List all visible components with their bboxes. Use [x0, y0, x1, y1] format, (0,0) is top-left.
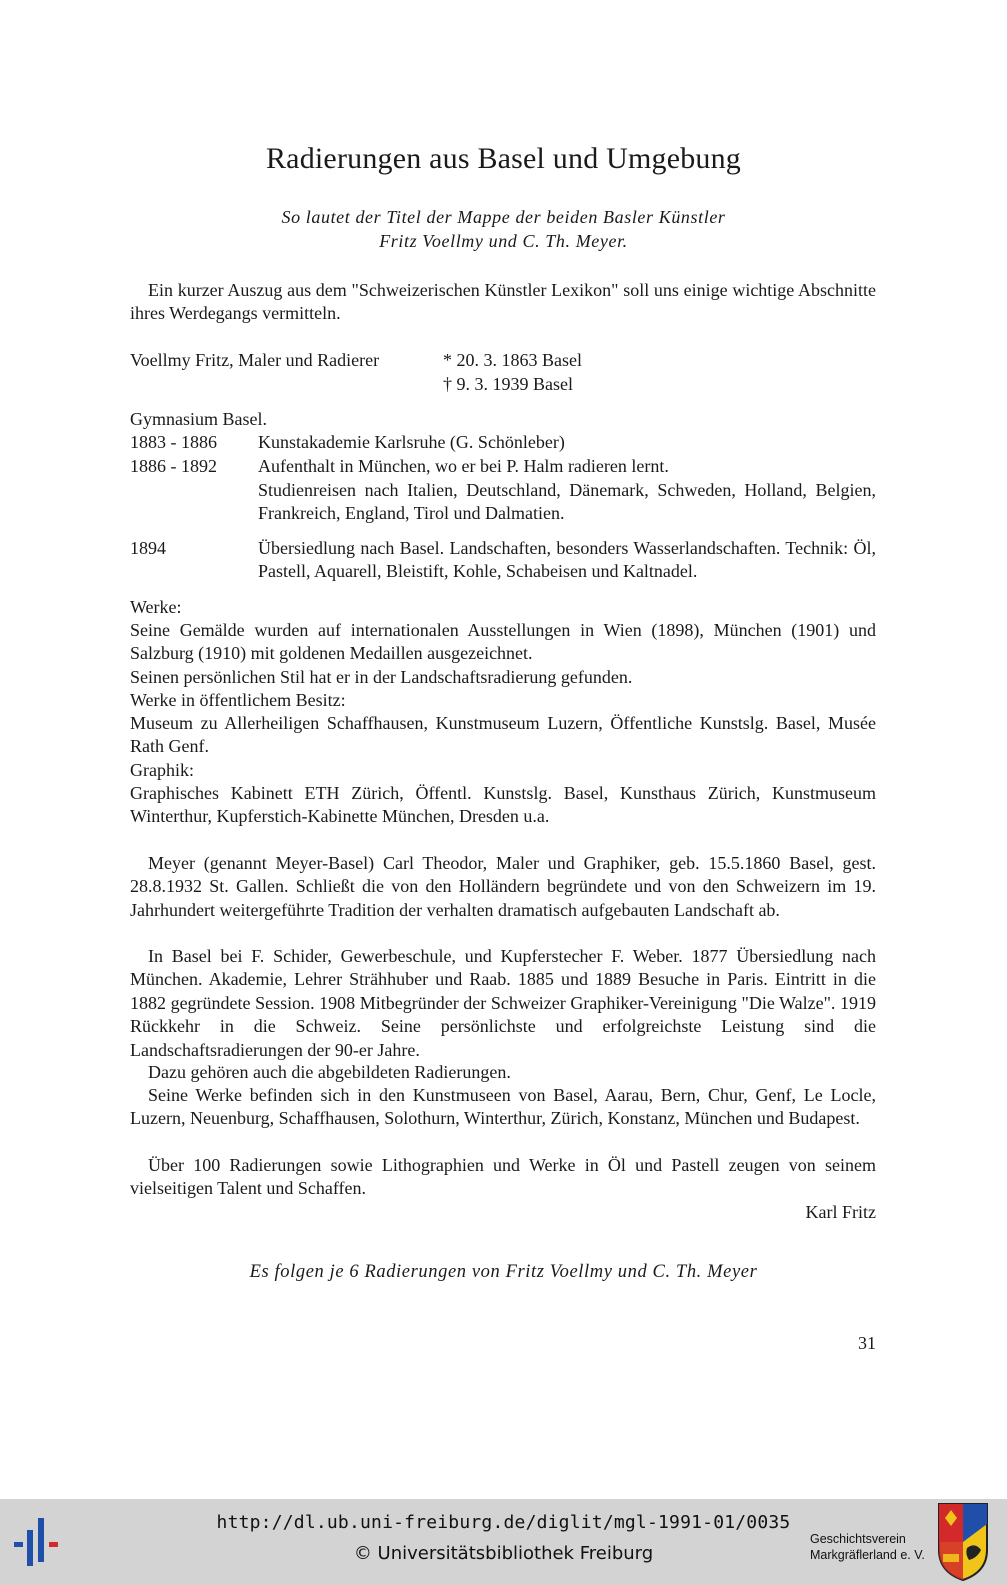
intro-paragraph: Ein kurzer Auszug aus dem "Schweizerischen Künstler Lexikon" soll uns einige wichtige Abschnitte ihres Werdegangs vermitteln. [130, 280, 876, 324]
voellmy-name: Voellmy Fritz, Maler und Radierer [130, 350, 380, 370]
meyer-paragraph-1: Meyer (genannt Meyer-Basel) Carl Theodor, Maler und Graphiker, geb. 15.5.1860 Basel, gest. 28.8.1932 St. Gallen. Schließt die von den Holländern begründete und von den Schweizern im 19. Jahrhundert weitergeführte Tradition der verhalten dramatisch aufgebauten Landschaft ab. [130, 853, 876, 920]
closing-note: Es folgen je 6 Radierungen von Fritz Voellmy und C. Th. Meyer [249, 1262, 758, 1282]
stil-text: Seinen persönlichen Stil hat er in der Landschaftsradierung gefunden. [130, 667, 633, 687]
graphik-label: Graphik: [130, 760, 194, 780]
meyer-paragraph-5: Über 100 Radierungen sowie Lithographien und Werke in Öl und Pastell zeugen von seinem vielseitigen Talent und Schaffen. [130, 1155, 876, 1199]
timeline-year: 1886 - 1892 [130, 456, 217, 476]
voellmy-died: † 9. 3. 1939 Basel [443, 374, 573, 394]
footer-bar [0, 1499, 1007, 1585]
timeline-text: Übersiedlung nach Basel. Landschaften, besonders Wasserlandschaften. Technik: Öl, Pastell, Aquarell, Bleistift, Kohle, Schabeisen und Kaltnadel. [258, 538, 876, 582]
society-name-line-2: Markgräflerland e. V. [810, 1548, 925, 1562]
coat-of-arms-icon [937, 1502, 989, 1582]
timeline-year: 1883 - 1886 [130, 432, 217, 452]
timeline-text: Aufenthalt in München, wo er bei P. Halm radieren lernt. [258, 456, 669, 476]
page-title: Radierungen aus Basel und Umgebung [265, 142, 742, 175]
timeline-text: Studienreisen nach Italien, Deutschland, Dänemark, Schweden, Holland, Belgien, Frankreich, England, Tirol und Dalmatien. [258, 480, 876, 524]
society-name [810, 1531, 925, 1563]
society-name-line-1: Geschichtsverein [810, 1532, 906, 1546]
subtitle-line-2: Fritz Voellmy und C. Th. Meyer. [379, 231, 628, 251]
page-number: 31 [858, 1333, 876, 1353]
besitz-text: Museum zu Allerheiligen Schaffhausen, Kunstmuseum Luzern, Öffentliche Kunstslg. Basel, Musée Rath Genf. [130, 713, 876, 757]
voellmy-born: * 20. 3. 1863 Basel [443, 350, 582, 370]
meyer-paragraph-2: In Basel bei F. Schider, Gewerbeschule, und Kupferstecher F. Weber. 1877 Übersiedlung nach München. Akademie, Lehrer Strähhuber und Raab. 1885 und 1889 Besuche in Paris. Eintritt in die 1882 gegründete Session. 1908 Mitbegründer der Schweizer Graphiker-Vereinigung "Die Walze". 1919 Rückkehr in die Schweiz. Seine persönlichste und erfolgreichste Leistung sind die Landschaftsradierungen der 90-er Jahre. [130, 946, 876, 1060]
footer-copyright: © Universitätsbibliothek Freiburg [353, 1543, 654, 1564]
meyer-paragraph-4: Seine Werke befinden sich in den Kunstmuseen von Basel, Aarau, Bern, Chur, Genf, Le Locle, Luzern, Neuenburg, Schaffhausen, Solothurn, Winterthur, Zürich, Konstanz, München und Budapest. [130, 1085, 876, 1129]
voellmy-gymnasium: Gymnasium Basel. [130, 409, 267, 429]
subtitle-line-1: So lautet der Titel der Mappe der beiden Basler Künstler [281, 207, 726, 227]
footer-url-link[interactable]: http://dl.ub.uni-freiburg.de/diglit/mgl-1991-01/0035 [216, 1512, 791, 1533]
author-signature: Karl Fritz [805, 1202, 876, 1222]
besitz-label: Werke in öffentlichem Besitz: [130, 690, 346, 710]
werke-text: Seine Gemälde wurden auf internationalen Ausstellungen in Wien (1898), München (1901) und Salzburg (1910) mit goldenen Medaillen ausgezeichnet. [130, 620, 876, 664]
graphik-text: Graphisches Kabinett ETH Zürich, Öffentl. Kunstslg. Basel, Kunsthaus Zürich, Kunstmuseum Winterthur, Kupferstich-Kabinette München, Dresden u.a. [130, 783, 876, 827]
timeline-year: 1894 [130, 538, 166, 558]
werke-label: Werke: [130, 597, 182, 617]
meyer-paragraph-3: Dazu gehören auch die abgebildeten Radierungen. [148, 1062, 511, 1082]
timeline-text: Kunstakademie Karlsruhe (G. Schönleber) [258, 432, 565, 452]
